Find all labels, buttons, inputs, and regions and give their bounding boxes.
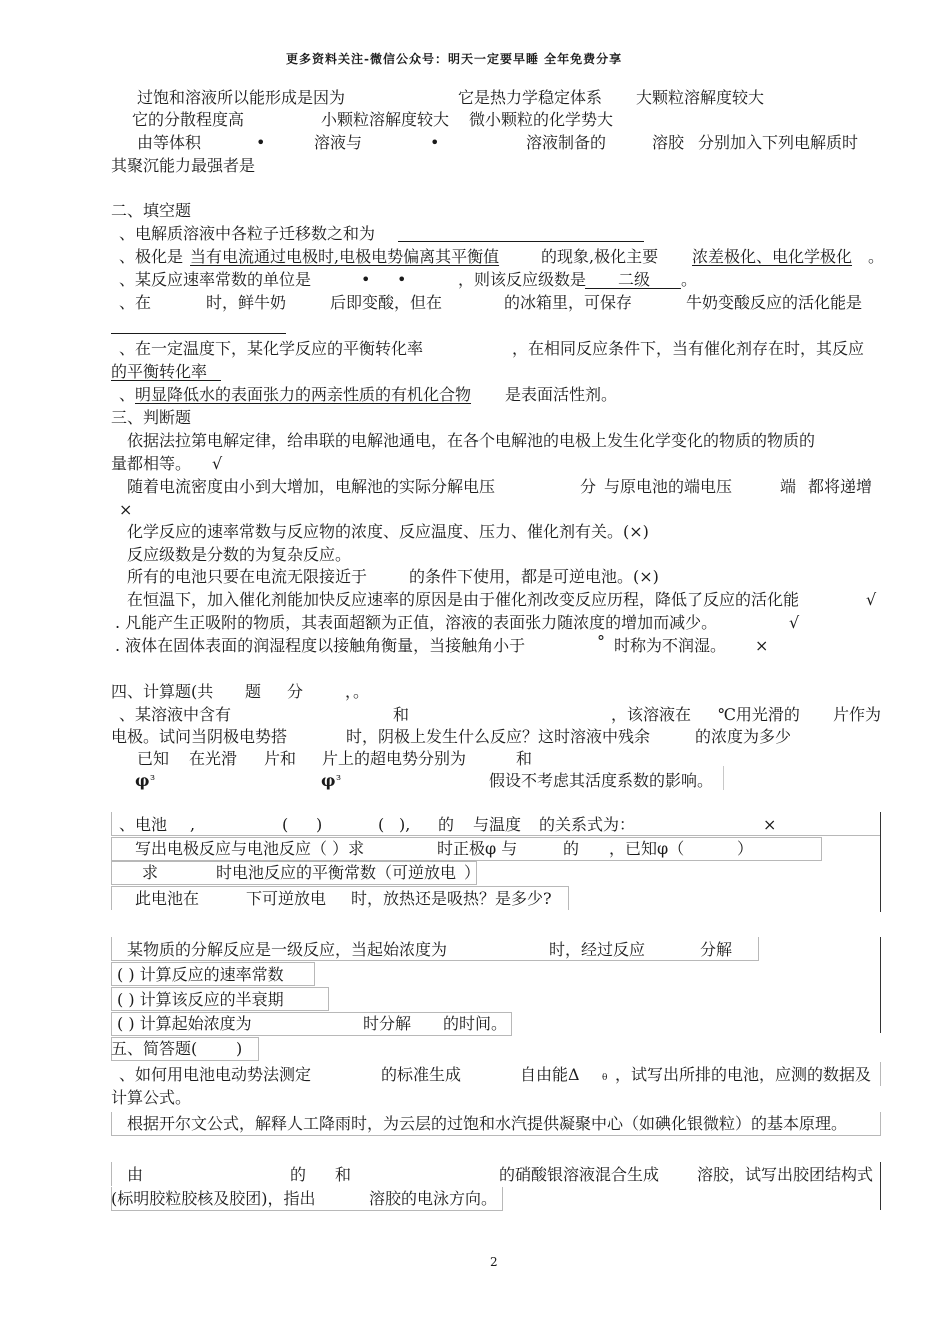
calc-q2: 写出电极反应与电池反应（ ）求 — [135, 839, 365, 858]
judge-item: 分 — [580, 477, 597, 496]
fill-q4: 时，鲜牛奶 — [206, 293, 287, 312]
judge-item: 量都相等。 — [111, 454, 192, 473]
section-title: 四、计算题(共 — [111, 682, 214, 701]
calc-q1: 的浓度为多少 — [695, 727, 792, 746]
scan-divider — [723, 766, 724, 790]
bullet-dot: • — [256, 133, 266, 152]
choice-q1-stem: 过饱和溶液所以能形成是因为 — [137, 88, 346, 107]
fill-q5: ，在相同反应条件下，当有催化剂存在时，其反应 — [512, 339, 865, 358]
cross-mark: × — [755, 636, 769, 655]
fill-q4: 后即变酸，但在 — [330, 293, 443, 312]
header-note: 更多资料关注-微信公众号：明天一定要早睡 全年免费分享 — [286, 52, 623, 66]
section-title: 五、简答题( — [111, 1039, 198, 1058]
calc-q2: ) — [316, 815, 323, 834]
choice-q2-text: 溶胶 — [652, 133, 685, 152]
fill-q2: 、极化是 — [119, 247, 184, 266]
fill-q6-answer: 明显降低水的表面张力的两亲性质的有机化合物 — [135, 385, 472, 404]
judge-item: . 液体在固体表面的润湿程度以接触角衡量，当接触角小于 — [115, 636, 526, 655]
calc-q2: ） — [737, 839, 754, 858]
short-q3: (标明胶粒胶核及胶团)，指出 — [111, 1189, 316, 1208]
answer-blank — [111, 333, 286, 334]
short-q1: ，试写出所排的电池，应测的数据及 — [615, 1065, 872, 1084]
fill-q6: 、 — [119, 385, 136, 404]
fill-q2: 的现象,极化主要 — [541, 247, 659, 266]
short-q3: 的 — [290, 1165, 307, 1184]
scan-divider — [111, 1162, 112, 1186]
short-q3: 的硝酸银溶液混合生成 — [499, 1165, 660, 1184]
judge-item: 都将递增 — [808, 477, 873, 496]
choice-q1-option: 它是热力学稳定体系 — [458, 88, 603, 107]
superscript: θ — [602, 1073, 608, 1083]
section-title: 二、填空题 — [111, 201, 192, 220]
fill-q3-answer: 二级 — [618, 270, 651, 289]
calc-q3-part: ( ) 计算该反应的半衰期 — [117, 990, 284, 1009]
judge-item: . 凡能产生正吸附的物质，其表面超额为正值，溶液的表面张力随浓度的增加而减少。 — [115, 613, 718, 632]
calc-q2: , — [190, 815, 196, 834]
choice-q1-option: 它的分散程度高 — [132, 110, 245, 129]
calc-q2: ） — [464, 863, 481, 882]
short-q2: 根据开尔文公式，解释人工降雨时，为云层的过饱和水汽提供凝聚中心（如碘化银微粒）的基本原理。 — [127, 1114, 848, 1133]
calc-q1: 和 — [393, 705, 410, 724]
fill-q3: 。 — [681, 270, 698, 289]
fill-q2: 。 — [868, 247, 885, 266]
bullet-dot: • — [430, 133, 440, 152]
calc-q3: 时，经过反应 — [549, 940, 646, 959]
calc-q3-part: ( ) 计算起始浓度为 — [117, 1014, 252, 1033]
short-q1: 计算公式。 — [111, 1088, 192, 1107]
choice-q1-option: 微小颗粒的化学势大 — [469, 110, 614, 129]
calc-q3: 某物质的分解反应是一级反应，当起始浓度为 — [127, 940, 448, 959]
short-q1: 自由能Δ — [520, 1065, 580, 1084]
answer-blank — [398, 241, 644, 242]
calc-q2: 的 — [563, 839, 580, 858]
fill-q2-answer: 当有电流通过电极时,电极电势偏离其平衡值 — [190, 247, 500, 266]
calc-q2: ( — [282, 815, 289, 834]
bullet-dot: • — [361, 270, 371, 289]
judge-item: 随着电流密度由小到大增加，电解池的实际分解电压 — [127, 477, 496, 496]
fill-q3: ，则该反应级数是 — [458, 270, 587, 289]
cross-mark: × — [119, 500, 133, 519]
choice-q2-text: 其聚沉能力最强者是 — [111, 156, 256, 175]
judge-item: 的条件下使用，都是可逆电池。(×) — [409, 567, 659, 586]
judge-item: 所有的电池只要在电流无限接近于 — [127, 567, 368, 586]
calc-q1: 时，阴极上发生什么反应？这时溶液中残余 — [346, 727, 651, 746]
fill-q4: 牛奶变酸反应的活化能是 — [686, 293, 863, 312]
judge-item: 端 — [780, 477, 797, 496]
check-mark: √ — [789, 613, 800, 632]
fill-q2-answer: 浓差极化、电化学极化 — [692, 247, 853, 266]
choice-q1-option: 小颗粒溶解度较大 — [321, 110, 450, 129]
calc-q1: 片上的超电势分别为 — [322, 749, 467, 768]
calc-q1: 片作为 — [833, 705, 882, 724]
scan-divider — [880, 1162, 881, 1210]
calc-q1: 电极。试问当阴极电势搭 — [111, 727, 288, 746]
calc-q1: 在光滑 — [189, 749, 238, 768]
judge-item: 化学反应的速率常数与反应物的浓度、反应温度、压力、催化剂有关。(×) — [127, 522, 649, 541]
short-q3: 和 — [335, 1165, 352, 1184]
calc-q2: 时，放热还是吸热？是多少? — [351, 889, 552, 908]
calc-q2: 时电池反应的平衡常数（可逆放电 — [216, 863, 457, 882]
calc-q3-part: 的时间。 — [443, 1014, 508, 1033]
fill-q1: 、电解质溶液中各粒子迁移数之和为 — [119, 224, 376, 243]
short-q3: 溶胶，试写出胶团结构式 — [697, 1165, 874, 1184]
superscript: з — [336, 773, 341, 783]
calc-q2: 与温度 — [473, 815, 522, 834]
short-q1: 的标准生成 — [381, 1065, 462, 1084]
section-title: 题 — [245, 682, 262, 701]
calc-q1: 片和 — [264, 749, 297, 768]
judge-item: 依据法拉第电解定律，给串联的电解池通电，在各个电解池的电极上发生化学变化的物质的物质的 — [127, 431, 816, 450]
calc-q2: 求 — [142, 863, 159, 882]
scan-divider — [880, 812, 881, 912]
section-title: ，。 — [345, 682, 370, 701]
phi-symbol: φ — [135, 771, 150, 790]
degree-sign: ° — [597, 632, 605, 651]
calc-q2: ( — [378, 815, 385, 834]
calc-q2: 时正极φ 与 — [437, 839, 518, 858]
answer-blank — [111, 380, 221, 381]
short-q3: 由 — [127, 1165, 144, 1184]
choice-q2-text: 由等体积 — [137, 133, 202, 152]
judge-item: 反应级数是分数的为复杂反应。 — [127, 545, 352, 564]
calc-q3-part: 时分解 — [363, 1014, 412, 1033]
choice-q2-text: 溶液与 — [314, 133, 363, 152]
choice-q2-text: 溶液制备的 — [526, 133, 607, 152]
section-title: 三、判断题 — [111, 408, 192, 427]
judge-item: 时称为不润湿。 — [614, 636, 727, 655]
calc-q1: 假设不考虑其活度系数的影响。 — [489, 771, 714, 790]
calc-q2: 的 — [438, 815, 455, 834]
calc-q1: 和 — [516, 749, 533, 768]
fill-q4: 、在 — [119, 293, 152, 312]
short-q1: 、如何用电池电动势法测定 — [119, 1065, 312, 1084]
fill-q5: 的平衡转化率 — [111, 362, 208, 381]
calc-q1: 、某溶液中含有 — [119, 705, 232, 724]
check-mark: √ — [212, 454, 223, 473]
calc-q2: 此电池在 — [135, 889, 200, 908]
calc-q3: 分解 — [700, 940, 733, 959]
fill-q5: 、在一定温度下，某化学反应的平衡转化率 — [119, 339, 424, 358]
superscript: з — [150, 773, 155, 783]
calc-q1: ，该溶液在 — [611, 705, 692, 724]
calc-q2: 下可逆放电 — [246, 889, 327, 908]
fill-q3: 、某反应速率常数的单位是 — [119, 270, 312, 289]
judge-item: 在恒温下，加入催化剂能加快反应速率的原因是由于催化剂改变反应历程，降低了反应的活化能 — [127, 590, 800, 609]
calc-q2: 的关系式为： — [539, 815, 636, 834]
scan-divider — [880, 937, 881, 1033]
choice-q2-text: 分别加入下列电解质时 — [698, 133, 859, 152]
section-title: ) — [236, 1039, 243, 1058]
bullet-dot: • — [397, 270, 407, 289]
short-q3: 溶胶的电泳方向。 — [369, 1189, 498, 1208]
calc-q2: 、电池 — [119, 815, 168, 834]
section-title: 分 — [287, 682, 304, 701]
phi-symbol: φ — [321, 771, 336, 790]
fill-q4: 的冰箱里，可保存 — [504, 293, 633, 312]
calc-q3-part: ( ) 计算反应的速率常数 — [117, 965, 284, 984]
fill-q6: 是表面活性剂。 — [505, 385, 618, 404]
calc-q1: 已知 — [137, 749, 170, 768]
calc-q1: ℃用光滑的 — [718, 705, 800, 724]
page-number: 2 — [490, 1255, 498, 1269]
calc-q2: × — [763, 815, 777, 834]
judge-item: 与原电池的端电压 — [604, 477, 733, 496]
check-mark: √ — [866, 590, 877, 609]
calc-q2: ，已知φ（ — [609, 839, 685, 858]
calc-q2: ), — [399, 815, 411, 834]
choice-q1-option: 大颗粒溶解度较大 — [636, 88, 765, 107]
